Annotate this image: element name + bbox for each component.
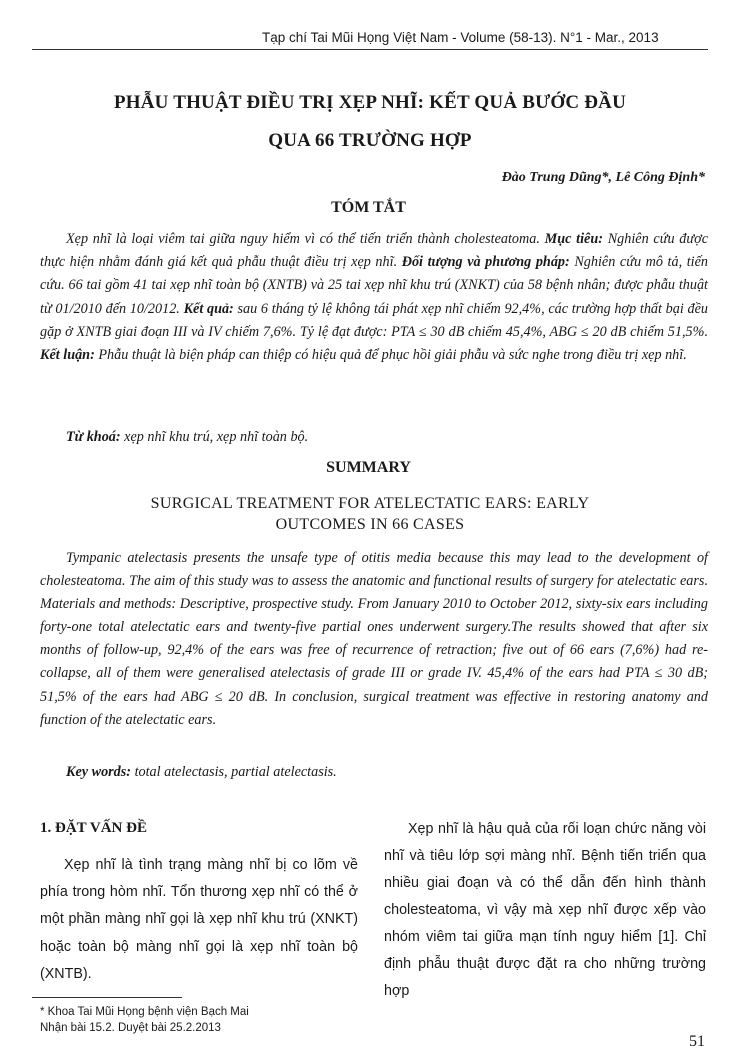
en-keywords xyxy=(66,764,337,781)
article-title-line-1: PHẪU THUẬT ĐIỀU TRỊ XẸP NHĨ: KẾT QUẢ BƯỚC ĐẦU xyxy=(113,92,627,113)
intro-right-paragraph: Xẹp nhĩ là hậu quả của rối loạn chức năng vòi nhĩ và tiêu lớp sợi màng nhĩ. Bệnh tiến triển qua nhiều giai đoạn và có thể dẫn đến hình thành cholesteatoma, vì vậy mà xẹp nhĩ được xếp vào nhóm viêm tai giữa mạn tính nguy hiểm [1]. Chỉ định phẫu thuật được đặt ra cho những trường hợp xyxy=(384,821,706,999)
vn-conclusion-text: Phẫu thuật là biện pháp can thiệp có hiệu quả để phục hồi giải phẫu và sức nghe trong điều trị xẹp nhĩ. xyxy=(94,347,687,364)
en-title-line-2: OUTCOMES IN 66 CASES xyxy=(275,516,465,533)
footnote-affiliation: * Khoa Tai Mũi Họng bệnh viện Bạch Mai xyxy=(40,1006,249,1018)
en-title-line-1: SURGICAL TREATMENT FOR ATELECTATIC EARS: EARLY xyxy=(150,495,590,512)
page-number: 51 xyxy=(689,1033,705,1050)
vn-abstract-body xyxy=(40,228,708,367)
vn-keywords xyxy=(66,429,308,446)
summary-heading: SUMMARY xyxy=(326,459,411,476)
running-head: Tạp chí Tai Mũi Họng Việt Nam - Volume (58-13). N°1 - Mar., 2013 xyxy=(262,30,659,45)
vn-methods-text: Nghiên cứu mô tả, tiến cứu. 66 tai gồm 41 tai xẹp nhĩ toàn bộ (XNTB) và 25 tai xẹp nhĩ khu trú (XNKT) của 58 bệnh nhân; được phẫu thuật từ 01/2010 đến 10/2012. xyxy=(40,254,708,317)
vn-conclusion-label: Kết luận: xyxy=(40,347,95,364)
vn-results-label: Kết quả: xyxy=(183,300,234,317)
article-title-line-2: QUA 66 TRƯỜNG HỢP xyxy=(268,130,472,151)
vn-abstract-intro: Xẹp nhĩ là loại viêm tai giữa nguy hiểm vì có thể tiến triển thành cholesteatoma. xyxy=(66,231,545,247)
en-keywords-label: Key words: xyxy=(66,764,132,780)
vn-results-text: sau 6 tháng tỷ lệ không tái phát xẹp nhĩ chiếm 92,4%, các trường hợp thất bại đều gặp ở XNTB giai đoạn III và IV chiếm 7,6%. Tỷ lệ đạt được: PTA ≤ 30 dB chiếm 45,4%, ABG ≤ 20 dB chiếm 51,5%. xyxy=(40,300,708,340)
en-keywords-text: total atelectasis, partial atelectasis. xyxy=(131,764,337,780)
en-abstract-body: Tympanic atelectasis presents the unsafe type of otitis media because this may lead to the development of cholesteatoma. The aim of this study was to assess the anatomic and functional results of surgery for atelectatic ears. Materials and methods: Descriptive, prospective study. From January 2010 to October 2012, sixty-six ears including forty-one total atelectatic ears and twenty-five partial ones underwent surgery.The results showed that after six months of follow-up, 92,4% of the ears was free of recurrence of retraction; five out of 66 ears (7,6%) had re-collapse, all of them were generalised atelectasis of grade III or grade IV. 45,4% of the ears had PTA ≤ 30 dB; 51,5% of the ears had ABG ≤ 20 dB. In conclusion, surgical treatment was effective in restoring anatomy and function of the atelectatic ears. xyxy=(40,550,708,728)
vn-objective-label: Mục tiêu: xyxy=(544,231,603,247)
vn-keywords-label: Từ khoá: xyxy=(66,429,121,445)
section-heading-introduction: 1. ĐẶT VẤN ĐỀ xyxy=(40,820,147,836)
header-rule xyxy=(32,49,708,50)
intro-left-paragraph: Xẹp nhĩ là tình trạng màng nhĩ bị co lõm về phía trong hòm nhĩ. Tổn thương xẹp nhĩ có thể ở một phần màng nhĩ gọi là xẹp nhĩ khu trú (XNKT) hoặc toàn bộ màng nhĩ gọi là xẹp nhĩ toàn bộ (XNTB). xyxy=(40,857,358,982)
vn-keywords-text: xẹp nhĩ khu trú, xẹp nhĩ toàn bộ. xyxy=(120,429,309,445)
footnote-rule xyxy=(32,997,182,998)
vn-objective-text: Nghiên cứu được thực hiện nhằm đánh giá kết quả phẫu thuật điều trị xẹp nhĩ. xyxy=(40,231,708,271)
vn-methods-label: Đối tượng và phương pháp: xyxy=(401,254,570,271)
vn-abstract-heading: TÓM TẮT xyxy=(331,199,406,216)
authors: Đào Trung Dũng*, Lê Công Định* xyxy=(501,170,705,185)
footnote-dates: Nhận bài 15.2. Duyệt bài 25.2.2013 xyxy=(40,1022,221,1034)
